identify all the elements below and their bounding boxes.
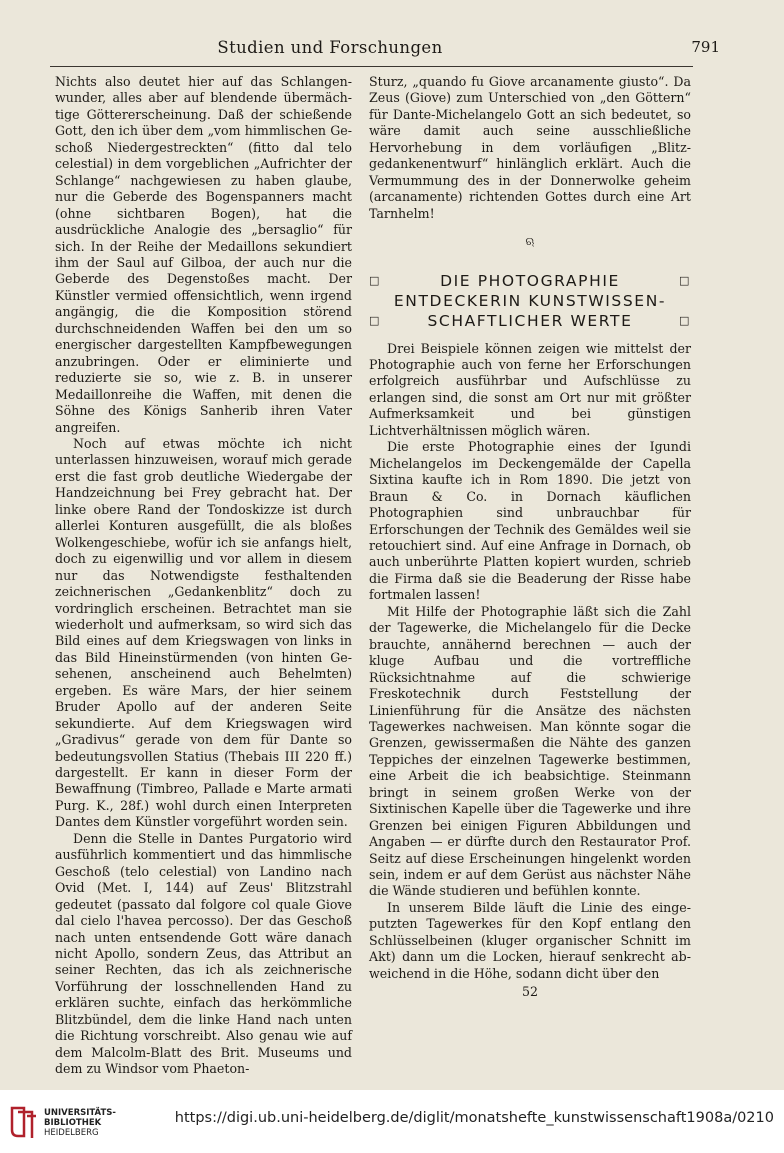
paragraph: Mit Hilfe der Photographie läßt sich die Zahl der Tagewerke, die Michelangelo für die Decke brauchte, annähernd berechnen — auch der kluge Aufbau und die vortreffliche Rücksichtnahme auf die schwierige Freskotechnik durch Feststellung der Linienführung für die Ansätze des nächsten Tagewerkes nachweisen. Man könnte sogar die Grenzen, gewissermaßen die Nähte des ganzen Teppiches der einzelnen Tagewerke bestimmen, eine Arbeit die ich beabsichtige. Steinmann bringt in seinem großen Werke von der Sixtinischen Kapelle über die Tagewerke und ihre Grenzen bei einigen Figuren Abbildungen und Angaben — er dürfte durch den Restaurator Prof. Seitz auf diese Erscheinungen hingelenkt worden sein, indem er auf dem Gerüst aus nächster Nähe die Wände studieren und befühlen konnte. (369, 603, 691, 899)
page-number: 791 (691, 38, 720, 56)
running-title: Studien und Forschungen (217, 38, 443, 57)
header-rule (50, 66, 693, 67)
left-column (55, 74, 352, 1078)
paragraph: Sturz, „quando fu Giove arcanamente giusto“. Da Zeus (Giove) zum Unterschied von „den Göttern“ für Dante-Michelangelo Gott an sich bedeutet, so wäre damit auch seine ausschließliche Hervorhebung in dem vorläufigen „Blitzgedankenentwurf“ hinlänglich erklärt. Auch die Vermummung des in der Donnerwolke geheim (arcanamente) richtenden Gottes durch eine Art Tarnhelm! (369, 74, 691, 221)
signature-mark: 52 (521, 984, 539, 1000)
library-name: UNIVERSITÄTS- BIBLIOTHEK HEIDELBERG (44, 1108, 116, 1138)
paragraph: In unserem Bilde läuft die Linie des eingeputzten Tagewerkes für den Kopf entlang den Schlüsselbeinen (kluger organischer Schnitt im Akt) dann um die Locken, hierauf senkrecht abweichend in die Höhe, sodann dicht über den (369, 899, 691, 981)
square-ornament-icon: □ (679, 313, 691, 327)
heading-line: DIE PHOTOGRAPHIE (440, 271, 620, 290)
paragraph: Drei Beispiele können zeigen wie mittelst der Photographie auch von ferne her Erforschungen erfolgreich ausführbar und Aufschlüsse zu erlangen sind, die sonst am Ort nur mit größter Aufmerksamkeit und bei günstigen Lichtverhältnissen möglich wären. (369, 340, 691, 438)
right-column (369, 74, 691, 1001)
university-library-logo-icon (8, 1104, 38, 1140)
heading-line: SCHAFTLICHER WERTE (427, 311, 633, 330)
square-ornament-icon: □ (369, 273, 381, 287)
section-heading (369, 271, 691, 331)
paragraph: Noch auf etwas möchte ich nicht unterlassen hinzuweisen, worauf mich gerade erst die fast grob deutliche Wiedergabe der Handzeichnung bei Frey gebracht hat. Der linke obere Rand der Tondoskizze ist durch allerlei Konturen ausgefüllt, die als bloßes Wolkengeschiebe, wofür ich sie anfangs hielt, doch zu eigenwillig und vor allem in diesem nur das Notwendigste festhaltenden zeichnerischen „Gedankenblitz“ doch zu vordringlich erscheinen. Betrachtet man sie wiederholt und aufmerksam, so wird sich das Bild eines auf dem Kriegswagen von links in das Bild Hineinstürmenden (von hinten Gesehenen, anscheinend auch Behelmten) ergeben. Es wäre Mars, der hier seinem Bruder Apollo auf der anderen Seite sekundierte. Auf dem Kriegswagen wird „Gradivus“ gerade von dem für Dante so bedeutungsvollen Statius (Thebais III 220 ff.) dargestellt. Er kann in dieser Form der Bewaffnung (Timbreo, Pallade e Marte armati Purg. K., 28f.) wohl durch einen Interpreten Dantes dem Künstler vorgeführt worden sein. (55, 435, 352, 830)
running-header (50, 36, 720, 64)
ornament-icon: ଋ (525, 235, 535, 249)
viewer-footer (0, 1090, 784, 1153)
heading-line: ENTDECKERIN KUNSTWISSEN- (393, 291, 667, 310)
paragraph: Nichts also deutet hier auf das Schlangenwunder, alles aber auf blendende übermächtige Göttererscheinung. Daß der schießende Gott, den ich über dem „vom himmlischen Geschoß Niedergestreckten“ (fitto dal telo celestial) in dem vorgeblichen „Aufrichter der Schlange“ nachgewiesen zu haben glaube, nur die Geberde des Bogenspanners macht (ohne sichtbaren Bogen), hat die ausdrückliche Analogie des „bersaglio“ für sich. In der Reihe der Medaillons sekundiert ihm der Saul auf Gilboa, der auch nur die Geberde des Degenstoßes macht. Der Künstler vermied offensichtlich, wenn irgend angängig, die die Komposition störend durchschneidenden Waffen bei den um so energischer dargestellten Kampfbewegungen anzubringen. Oder er eliminierte und reduzierte sie so, wie z. B. in unserer Medaillonreihe die Waffen, mit denen die Söhne des Königs Sanherib ihren Vater angreifen. (55, 74, 352, 435)
paragraph: Die erste Photographie eines der Igundi Michelangelos im Deckengemälde der Capella Sixtina kaufte ich in Rom 1890. Die jetzt von Braun & Co. in Dornach käuflichen Photographien sind unbrauchbar für Erforschungen der Technik des Gemäldes weil sie retouchiert sind. Auf eine Anfrage in Dornach, ob auch unberührte Platten kopiert wurden, schrieb die Firma daß sie die Beaderung der Risse habe fortmalen lassen! (369, 439, 691, 603)
square-ornament-icon: □ (678, 273, 691, 287)
square-ornament-icon: □ (369, 313, 381, 327)
paragraph: Denn die Stelle in Dantes Purgatorio wird ausführlich kommentiert und das himmlische Geschoß (telo celestial) von Landino nach Ovid (Met. I, 144) auf Zeus' Blitzstrahl gedeutet (passato dal folgore col quale Giove dal cielo l'havea percosso). Der das Geschoß nach unten entsendende Gott wäre danach nicht Apollo, sondern Zeus, das Attribut an seiner Rechten, das ich als zeichnerische Vorführung der losschnellenden Hand zu erklären suchte, einfach das herkömmliche Blitzbündel, dem die linke Hand nach unten die Richtung vorschreibt. Also genau wie auf dem Malcolm-Blatt des Brit. Museums und dem zu Windsor vom Phaeton- (55, 830, 352, 1077)
source-url-link[interactable]: https://digi.ub.uni-heidelberg.de/diglit/monatshefte_kunstwissenschaft1908a/0210 (174, 1110, 774, 1126)
